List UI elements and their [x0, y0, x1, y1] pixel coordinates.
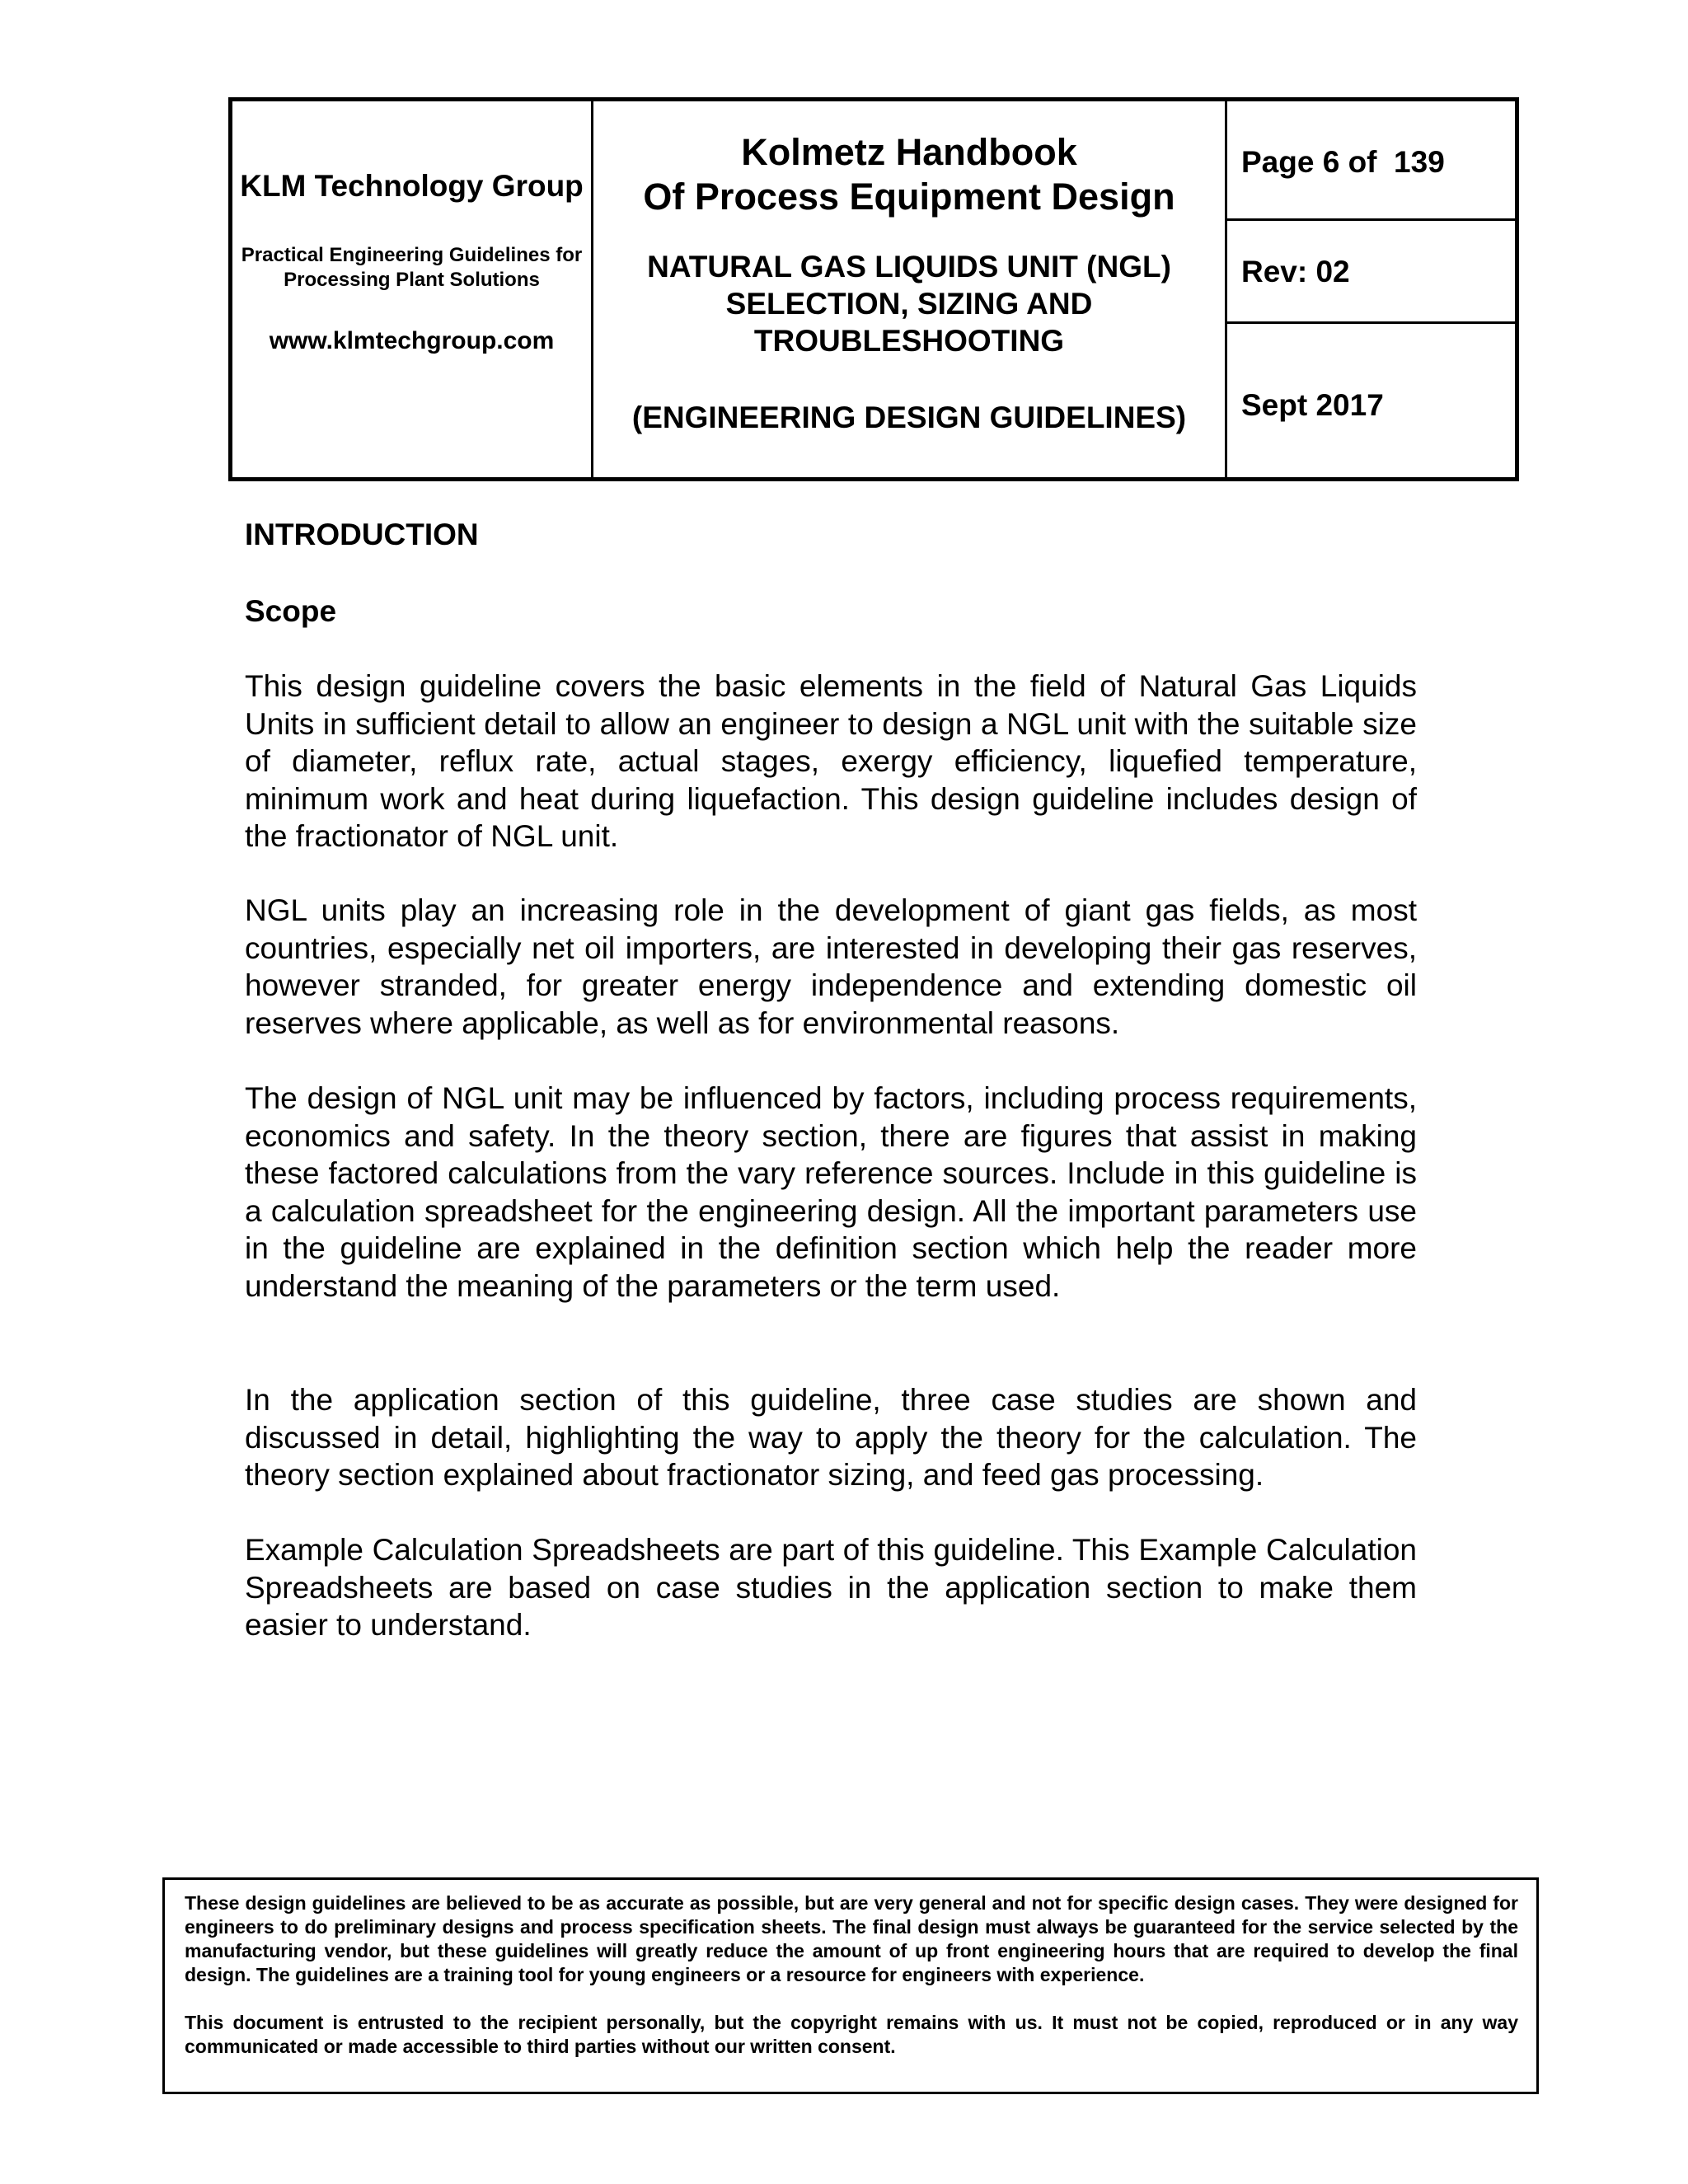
revision-date: Sept 2017 — [1227, 321, 1515, 477]
copyright-notice: This document is entrusted to the recipient personally, but the copyright remains with us. It must not be copied, reproduced or in any way communicated or made accessible to third parties without our written consent. — [185, 2012, 1518, 2057]
paragraph: The design of NGL unit may be influenced by factors, including process requirements, economics and safety. In the theory section, there are figures that assist in making these factored calculations from the vary reference sources. Include in this guideline is a calculation spreadsheet for the engineering design. All the important parameters use in the guideline are explained in the definition section which help the reader more understand the meaning of the parameters or the term used. — [245, 1081, 1417, 1303]
org-tagline: Practical Engineering Guidelines for Processing Plant Solutions — [241, 244, 583, 291]
header-meta-cell — [1227, 101, 1515, 477]
header-title-cell — [593, 101, 1227, 477]
revision-label: Rev: 02 — [1227, 218, 1515, 321]
paragraph: Example Calculation Spreadsheets are part of this guideline. This Example Calculation Spreadsheets are based on case studies in the application section to make them easier to understand. — [245, 1533, 1417, 1643]
document-header — [228, 97, 1519, 481]
org-website: www.klmtechgroup.com — [269, 327, 555, 354]
disclaimer-box — [162, 1877, 1539, 2094]
handbook-title-line-2: Of Process Equipment Design — [643, 176, 1175, 218]
handbook-title — [593, 130, 1225, 219]
section-title: INTRODUCTION — [245, 518, 479, 551]
document-type: (ENGINEERING DESIGN GUIDELINES) — [631, 401, 1187, 434]
org-name: KLM Technology Group — [240, 169, 584, 203]
document-title-line-1: NATURAL GAS LIQUIDS UNIT (NGL) — [647, 250, 1171, 284]
paragraph: In the application section of this guideline, three case studies are shown and discussed in detail, highlighting the way to apply the theory for the calculation. The theory section explained about fractionator sizing, and feed gas processing. — [245, 1383, 1417, 1493]
page-number: Page 6 of 139 — [1241, 145, 1445, 179]
subsection-title: Scope — [245, 594, 337, 628]
handbook-title-line-1: Kolmetz Handbook — [741, 131, 1077, 173]
header-org-cell — [232, 101, 593, 477]
paragraph: This design guideline covers the basic elements in the field of Natural Gas Liquids Units in sufficient detail to allow an engineer to design a NGL unit with the suitable size of diameter, reflux rate, actual stages, exergy efficiency, liquefied temperature, minimum work and heat during liquefaction. This design guideline includes design of the fractionator of NGL unit. — [245, 669, 1417, 854]
paragraph: NGL units play an increasing role in the development of giant gas fields, as most countries, especially net oil importers, are interested in developing their gas reserves, however stranded, for greater energy independence and extending domestic oil reserves where applicable, as well as for environmental reasons. — [245, 893, 1417, 1040]
disclaimer-text: These design guidelines are believed to be as accurate as possible, but are very general and not for specific design cases. They were designed for engineers to do preliminary designs and process specification sheets. The final design must always be guaranteed for the service selected by the manufacturing vendor, but these guidelines will greatly reduce the amount of up front engineering hours that are required to develop the final design. The guidelines are a training tool for young engineers or a resource for engineers with experience. — [185, 1892, 1518, 1985]
document-title-line-3: TROUBLESHOOTING — [753, 324, 1065, 358]
document-title — [593, 248, 1225, 359]
document-title-line-2: SELECTION, SIZING AND — [725, 287, 1093, 321]
